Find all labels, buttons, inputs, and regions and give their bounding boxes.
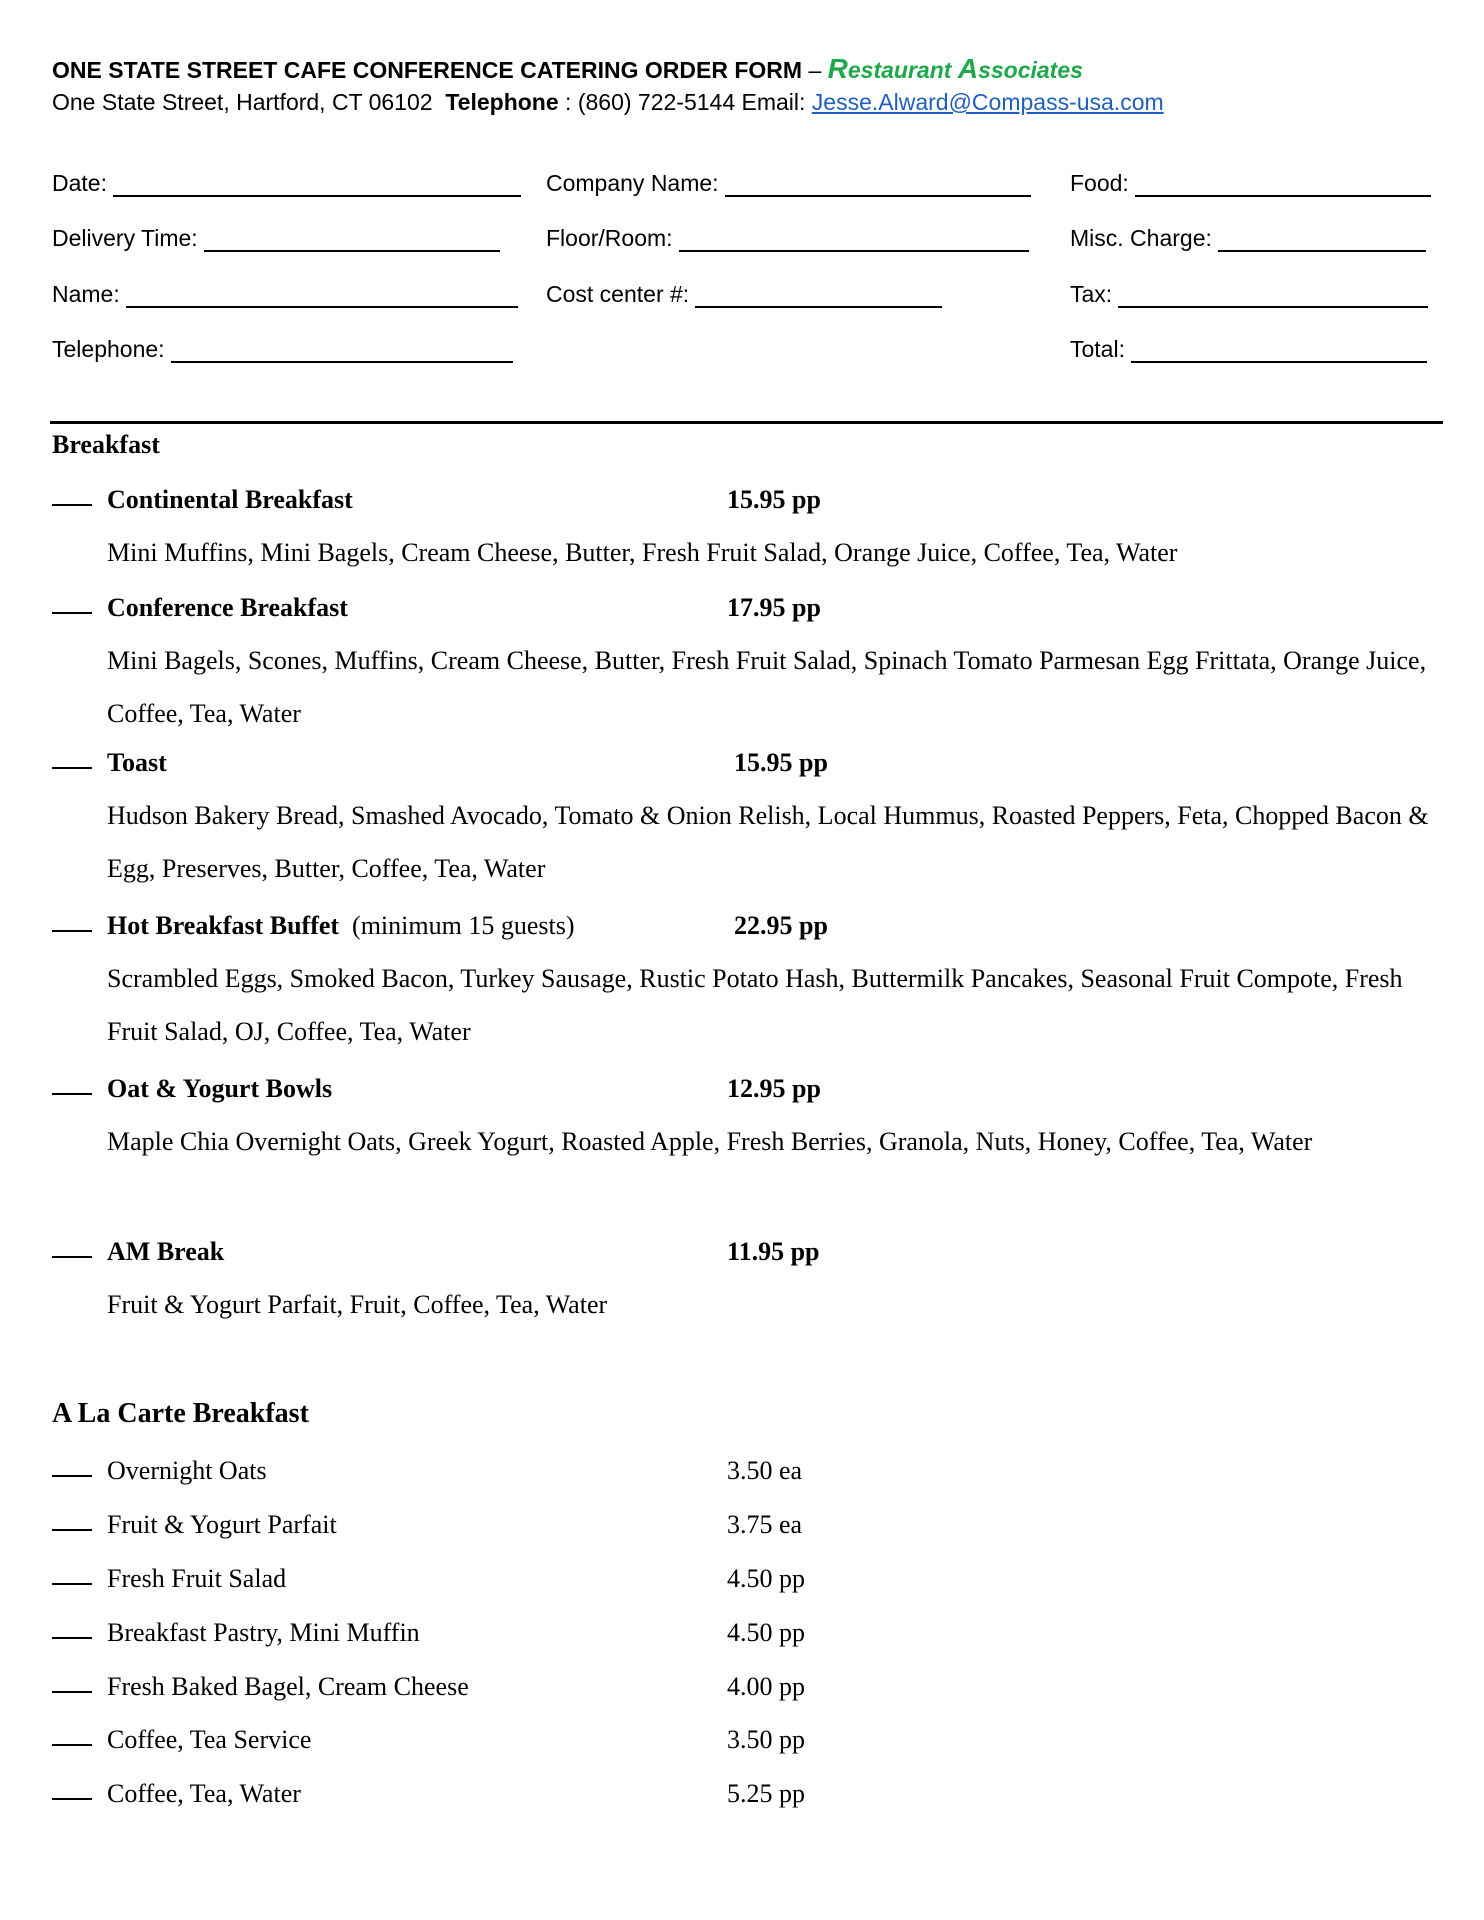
cost-center-field[interactable]: [546, 278, 942, 308]
section-divider: [50, 421, 1443, 424]
floor-room-label: Floor/Room:: [546, 225, 673, 251]
quantity-blank[interactable]: [52, 612, 92, 614]
name-label: Name:: [52, 281, 120, 307]
item-name: Continental Breakfast: [107, 485, 353, 514]
tax-label: Tax:: [1070, 281, 1113, 307]
item-price: 3.50 pp: [727, 1725, 805, 1754]
delivery-time-input-line[interactable]: [204, 230, 500, 252]
total-field[interactable]: [1070, 333, 1427, 363]
quantity-blank[interactable]: [52, 930, 92, 932]
misc-charge-field[interactable]: [1070, 222, 1426, 252]
date-input-line[interactable]: [113, 175, 521, 197]
cost-center-input-line[interactable]: [695, 286, 942, 308]
item-price: 3.50 ea: [727, 1456, 803, 1485]
floor-room-input-line[interactable]: [679, 230, 1029, 252]
quantity-blank[interactable]: [52, 1637, 92, 1639]
company-name-input-line[interactable]: [725, 175, 1031, 197]
misc-charge-label: Misc. Charge:: [1070, 225, 1212, 251]
menu-item: [52, 1455, 1442, 1495]
telephone-label: Telephone: [445, 89, 559, 115]
item-price: 15.95 pp: [734, 748, 828, 777]
quantity-blank[interactable]: [52, 1744, 92, 1746]
item-note: (minimum 15 guests): [352, 911, 575, 940]
item-price: 11.95 pp: [727, 1237, 820, 1266]
brand-logo: Restaurant Associates: [827, 53, 1083, 84]
title-dash: –: [802, 57, 828, 83]
item-name: Coffee, Tea Service: [107, 1725, 312, 1754]
cost-center-label: Cost center #:: [546, 281, 690, 307]
form-title: ONE STATE STREET CAFE CONFERENCE CATERING ORDER FORM: [52, 57, 803, 83]
item-name: Hot Breakfast Buffet: [107, 911, 340, 940]
menu-item: [52, 1671, 1442, 1711]
telephone-input-line[interactable]: [171, 341, 513, 363]
item-name: Overnight Oats: [107, 1456, 267, 1485]
quantity-blank[interactable]: [52, 1691, 92, 1693]
item-name: Coffee, Tea, Water: [107, 1779, 301, 1808]
name-field[interactable]: [52, 278, 518, 308]
floor-room-field[interactable]: [546, 222, 1029, 252]
date-field[interactable]: [52, 167, 521, 197]
date-label: Date:: [52, 170, 107, 196]
food-label: Food:: [1070, 170, 1129, 196]
quantity-blank[interactable]: [52, 504, 92, 506]
email-link[interactable]: Jesse.Alward@Compass-usa.com: [811, 89, 1164, 115]
total-input-line[interactable]: [1131, 341, 1427, 363]
item-price: 4.50 pp: [727, 1618, 805, 1647]
item-price: 4.50 pp: [727, 1564, 805, 1593]
item-description: Fruit & Yogurt Parfait, Fruit, Coffee, Tea, Water: [107, 1290, 608, 1319]
item-description: Mini Bagels, Scones, Muffins, Cream Cheese, Butter, Fresh Fruit Salad, Spinach Tomato Parmesan Egg Frittata, Orange Juice, Coffee, Tea, Water: [107, 646, 1427, 728]
item-price: 3.75 ea: [727, 1510, 803, 1539]
quantity-blank[interactable]: [52, 1475, 92, 1477]
item-description: Maple Chia Overnight Oats, Greek Yogurt, Roasted Apple, Fresh Berries, Granola, Nuts, Honey, Coffee, Tea, Water: [107, 1127, 1313, 1156]
telephone-field[interactable]: [52, 333, 513, 363]
menu-item: [52, 1563, 1442, 1603]
a-la-carte-section-title: A La Carte Breakfast: [52, 1398, 309, 1429]
delivery-time-label: Delivery Time:: [52, 225, 198, 251]
item-description: Scrambled Eggs, Smoked Bacon, Turkey Sausage, Rustic Potato Hash, Buttermilk Pancakes, Seasonal Fruit Compote, Fresh Fruit Salad, OJ, Coffee, Tea, Water: [107, 964, 1403, 1046]
address: One State Street, Hartford, CT 06102: [52, 89, 433, 115]
food-field[interactable]: [1070, 167, 1431, 197]
quantity-blank[interactable]: [52, 1529, 92, 1531]
menu-item: [52, 747, 1442, 787]
misc-charge-input-line[interactable]: [1218, 230, 1426, 252]
quantity-blank[interactable]: [52, 1798, 92, 1800]
item-price: 17.95 pp: [727, 593, 821, 622]
quantity-blank[interactable]: [52, 1093, 92, 1095]
item-name: Oat & Yogurt Bowls: [107, 1074, 333, 1103]
item-price: 12.95 pp: [727, 1074, 821, 1103]
item-price: 15.95 pp: [727, 485, 821, 514]
item-price: 5.25 pp: [727, 1779, 805, 1808]
menu-item: [52, 1509, 1442, 1549]
menu-item: [52, 1778, 1442, 1818]
item-name: Fruit & Yogurt Parfait: [107, 1510, 337, 1539]
total-label: Total:: [1070, 336, 1125, 362]
food-input-line[interactable]: [1135, 175, 1431, 197]
menu-item: [52, 1617, 1442, 1657]
company-name-field[interactable]: [546, 167, 1031, 197]
delivery-time-field[interactable]: [52, 222, 500, 252]
item-description: Mini Muffins, Mini Bagels, Cream Cheese, Butter, Fresh Fruit Salad, Orange Juice, Coffee, Tea, Water: [107, 538, 1178, 567]
telephone-field-label: Telephone:: [52, 336, 165, 362]
breakfast-section-title: Breakfast: [52, 430, 160, 459]
menu-item: [52, 1073, 1442, 1113]
form-title-line: [52, 52, 1442, 87]
telephone-value: : (860) 722-5144 Email:: [558, 89, 812, 115]
menu-item: [52, 910, 1442, 950]
item-name: Toast: [107, 748, 167, 777]
contact-line: [52, 87, 1442, 117]
form-header: [52, 52, 1442, 117]
menu-item: [52, 484, 1442, 524]
tax-field[interactable]: [1070, 278, 1428, 308]
item-name: Breakfast Pastry, Mini Muffin: [107, 1618, 420, 1647]
quantity-blank[interactable]: [52, 1583, 92, 1585]
item-price: 22.95 pp: [734, 911, 828, 940]
menu-item: [52, 1236, 1442, 1276]
item-name: AM Break: [107, 1237, 225, 1266]
company-name-label: Company Name:: [546, 170, 719, 196]
tax-input-line[interactable]: [1118, 286, 1428, 308]
item-name: Fresh Fruit Salad: [107, 1564, 287, 1593]
item-description: Hudson Bakery Bread, Smashed Avocado, Tomato & Onion Relish, Local Hummus, Roasted Peppers, Feta, Chopped Bacon & Egg, Preserves, Butter, Coffee, Tea, Water: [107, 801, 1429, 883]
quantity-blank[interactable]: [52, 767, 92, 769]
quantity-blank[interactable]: [52, 1256, 92, 1258]
item-name: Fresh Baked Bagel, Cream Cheese: [107, 1672, 469, 1701]
name-input-line[interactable]: [126, 286, 518, 308]
menu-item: [52, 592, 1442, 632]
menu-item: [52, 1724, 1442, 1764]
item-price: 4.00 pp: [727, 1672, 805, 1701]
item-name: Conference Breakfast: [107, 593, 348, 622]
